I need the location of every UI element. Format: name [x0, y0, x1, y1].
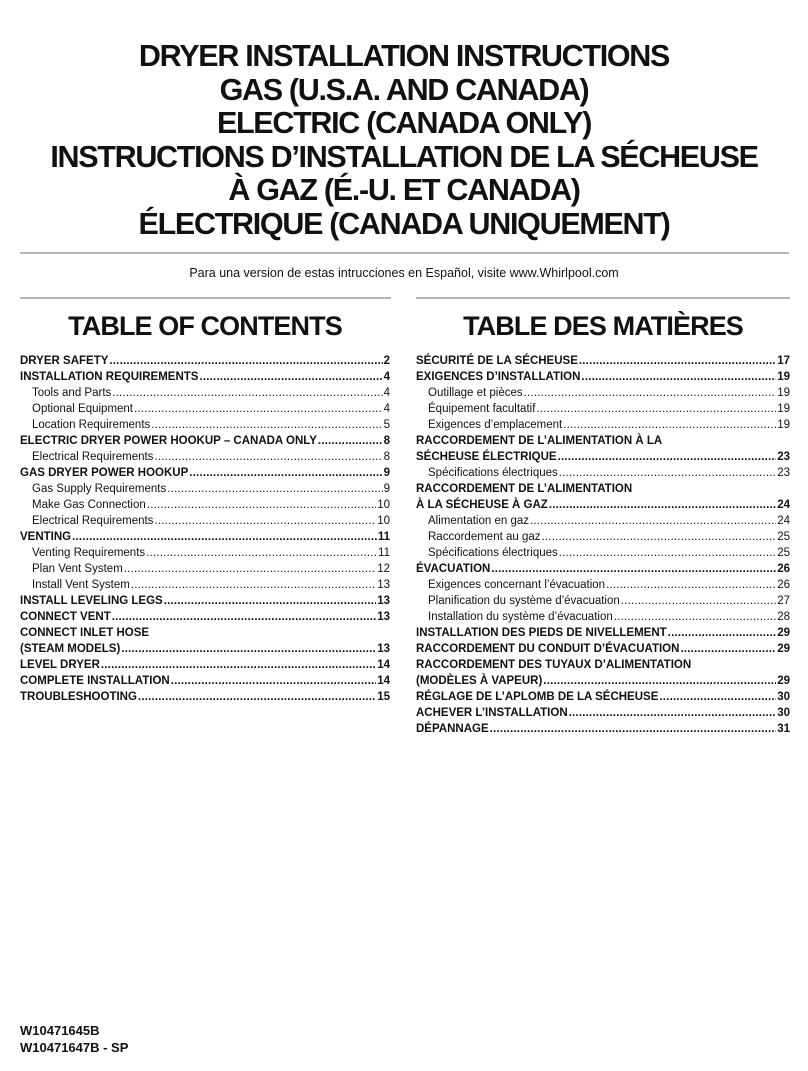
dot-leader: [167, 481, 382, 497]
toc-entry-label: Raccordement au gaz: [428, 531, 541, 543]
toc-french: [416, 309, 790, 737]
toc-entry-label: INSTALLATION DES PIEDS DE NIVELLEMENT: [416, 627, 667, 639]
toc-entry[interactable]: [416, 641, 790, 657]
toc-subentry[interactable]: [416, 545, 790, 561]
toc-subentry[interactable]: [416, 417, 790, 433]
toc-entry-page: 19: [777, 419, 790, 431]
toc-entry-label: Install Vent System: [32, 579, 130, 591]
title-line: À GAZ (É.-U. ET CANADA): [228, 173, 580, 207]
toc-entry[interactable]: [416, 369, 790, 385]
toc-entry-page: 19: [777, 403, 790, 415]
toc-entry-label: RÉGLAGE DE L’APLOMB DE LA SÉCHEUSE: [416, 691, 659, 703]
toc-entry-label: RACCORDEMENT DES TUYAUX D’ALIMENTATION: [416, 659, 692, 671]
toc-entry-label: DÉPANNAGE: [416, 723, 489, 735]
dot-leader: [109, 353, 382, 369]
dot-leader: [154, 513, 376, 529]
toc-english: [20, 309, 390, 705]
toc-en-heading: TABLE OF CONTENTS: [68, 311, 342, 341]
dot-leader: [171, 673, 377, 689]
toc-entry-label: CONNECT VENT: [20, 611, 111, 623]
toc-entry-label: Planification du système d’évacuation: [428, 595, 620, 607]
toc-entry-page: 23: [777, 451, 790, 463]
dot-leader: [530, 513, 776, 529]
part-numbers: [20, 1022, 128, 1056]
dot-leader: [559, 545, 776, 561]
dot-leader: [680, 641, 776, 657]
toc-entry-page: 8: [383, 435, 390, 447]
toc-entry[interactable]: [416, 689, 790, 705]
toc-entry-label: INSTALL LEVELING LEGS: [20, 595, 163, 607]
toc-subentry[interactable]: [20, 417, 390, 433]
toc-entry-label: Location Requirements: [32, 419, 151, 431]
dot-leader: [524, 385, 777, 401]
toc-entry-page: 4: [383, 371, 390, 383]
toc-entry-label: Équipement facultatif: [428, 403, 536, 415]
dot-leader: [621, 593, 776, 609]
toc-entry-page: 14: [377, 675, 390, 687]
toc-entry-label: RACCORDEMENT DU CONDUIT D’ÉVACUATION: [416, 643, 680, 655]
toc-entry-page: 2: [383, 355, 390, 367]
toc-subentry[interactable]: [416, 465, 790, 481]
toc-entry-page: 4: [383, 403, 390, 415]
toc-entry-label: Exigences d’emplacement: [428, 419, 563, 431]
toc-entry-page: 11: [377, 531, 390, 543]
dot-leader: [147, 497, 376, 513]
toc-entry-page: 31: [777, 723, 790, 735]
part-number: W10471645B: [20, 1023, 100, 1038]
dot-leader: [199, 369, 382, 385]
toc-entry-page: 13: [377, 643, 390, 655]
toc-entry[interactable]: [20, 625, 390, 657]
toc-entry-page: 25: [777, 547, 790, 559]
toc-entry-label: Electrical Requirements: [32, 451, 154, 463]
toc-entry[interactable]: [20, 529, 390, 545]
dot-leader: [558, 449, 777, 465]
toc-entry-label: ELECTRIC DRYER POWER HOOKUP – CANADA ONLY: [20, 435, 317, 447]
toc-en-divider: [20, 297, 391, 299]
toc-entry-label: SÉCURITÉ DE LA SÉCHEUSE: [416, 355, 578, 367]
toc-fr-heading: TABLE DES MATIÈRES: [463, 311, 743, 341]
toc-entry-label: Alimentation en gaz: [428, 515, 530, 527]
toc-entry-page: 11: [378, 547, 390, 559]
toc-entry-page: 9: [383, 483, 390, 495]
toc-entry-page: 29: [777, 675, 790, 687]
toc-entry-label-cont: À LA SÉCHEUSE À GAZ: [416, 499, 548, 511]
toc-entry-page: 8: [383, 451, 390, 463]
toc-entry-page: 13: [377, 595, 390, 607]
toc-entry-label: Exigences concernant l’évacuation: [428, 579, 606, 591]
dot-leader: [536, 401, 776, 417]
toc-entry-page: 30: [777, 691, 790, 703]
toc-subentry[interactable]: [416, 513, 790, 529]
dot-leader: [563, 417, 776, 433]
toc-entry-label: DRYER SAFETY: [20, 355, 109, 367]
toc-entry-page: 10: [377, 499, 390, 511]
dot-leader: [543, 673, 776, 689]
toc-entry[interactable]: [416, 721, 790, 737]
dot-leader: [134, 401, 383, 417]
toc-entry-page: 15: [377, 691, 390, 703]
toc-entry[interactable]: [416, 433, 790, 465]
toc-entry-label: EXIGENCES D’INSTALLATION: [416, 371, 581, 383]
toc-entry-label: Make Gas Connection: [32, 499, 146, 511]
toc-entry-label: CONNECT INLET HOSE: [20, 627, 150, 639]
dot-leader: [121, 641, 376, 657]
toc-entry-page: 25: [777, 531, 790, 543]
toc-entry-label: RACCORDEMENT DE L’ALIMENTATION: [416, 483, 633, 495]
dot-leader: [164, 593, 377, 609]
spanish-version-note: Para una version de estas intrucciones en Español, visite www.Whirlpool.com: [189, 266, 619, 280]
toc-subentry[interactable]: [20, 401, 390, 417]
dot-leader: [112, 609, 376, 625]
toc-subentry[interactable]: [20, 385, 390, 401]
toc-entry[interactable]: [20, 673, 390, 689]
title-divider: [20, 252, 789, 254]
toc-entry-page: 29: [777, 643, 790, 655]
toc-entry[interactable]: [20, 609, 390, 625]
toc-subentry[interactable]: [20, 481, 390, 497]
toc-entry[interactable]: [416, 353, 790, 369]
toc-entry-label-cont: (STEAM MODELS): [20, 643, 121, 655]
toc-entry-page: 10: [377, 515, 390, 527]
toc-entry-page: 12: [377, 563, 390, 575]
dot-leader: [614, 609, 776, 625]
toc-entry-page: 19: [777, 387, 790, 399]
dot-leader: [154, 449, 382, 465]
dot-leader: [112, 385, 382, 401]
toc-entry[interactable]: [20, 433, 390, 449]
toc-entry-page: 5: [383, 419, 390, 431]
toc-entry[interactable]: [20, 369, 390, 385]
dot-leader: [559, 465, 776, 481]
toc-entry-label: Venting Requirements: [32, 547, 146, 559]
toc-entry-label: Spécifications électriques: [428, 547, 558, 559]
toc-fr-divider: [416, 297, 790, 299]
dot-leader: [146, 545, 377, 561]
dot-leader: [606, 577, 776, 593]
toc-entry-label: RACCORDEMENT DE L’ALIMENTATION À LA: [416, 435, 663, 447]
dot-leader: [318, 433, 383, 449]
toc-entry-label: VENTING: [20, 531, 72, 543]
dot-leader: [491, 561, 776, 577]
dot-leader: [101, 657, 376, 673]
toc-entry-page: 28: [777, 611, 790, 623]
toc-subentry[interactable]: [20, 513, 390, 529]
dot-leader: [659, 689, 776, 705]
toc-entry-label: Installation du système d’évacuation: [428, 611, 613, 623]
toc-subentry[interactable]: [20, 561, 390, 577]
dot-leader: [189, 465, 382, 481]
toc-entry-label: Gas Supply Requirements: [32, 483, 167, 495]
toc-subentry[interactable]: [416, 593, 790, 609]
toc-entry[interactable]: [20, 465, 390, 481]
toc-entry-page: 29: [777, 627, 790, 639]
dot-leader: [138, 689, 376, 705]
toc-entry-label: Optional Equipment: [32, 403, 134, 415]
toc-entry-page: 23: [777, 467, 790, 479]
dot-leader: [569, 705, 777, 721]
toc-entry-page: 14: [377, 659, 390, 671]
toc-subentry[interactable]: [416, 385, 790, 401]
toc-entry[interactable]: [20, 593, 390, 609]
toc-entry-page: 13: [377, 579, 390, 591]
title-line: INSTRUCTIONS D’INSTALLATION DE LA SÉCHEUSE: [50, 139, 758, 174]
toc-entry[interactable]: [416, 657, 790, 689]
toc-entry[interactable]: [416, 705, 790, 721]
dot-leader: [542, 529, 777, 545]
toc-entry[interactable]: [20, 657, 390, 673]
dot-leader: [668, 625, 777, 641]
dot-leader: [581, 369, 776, 385]
toc-entry-label: Electrical Requirements: [32, 515, 154, 527]
dot-leader: [131, 577, 376, 593]
dot-leader: [490, 721, 777, 737]
toc-entry-page: 24: [777, 515, 790, 527]
toc-subentry[interactable]: [20, 497, 390, 513]
toc-entry-label: ÉVACUATION: [416, 563, 491, 575]
title-line: GAS (U.S.A. AND CANADA): [219, 72, 589, 107]
toc-subentry[interactable]: [416, 401, 790, 417]
toc-subentry[interactable]: [416, 529, 790, 545]
title-line: ÉLECTRIQUE (CANADA UNIQUEMENT): [138, 206, 670, 241]
part-number-sp: W10471647B - SP: [20, 1040, 129, 1055]
toc-entry-page: 26: [777, 563, 790, 575]
toc-entry-label: ACHEVER L’INSTALLATION: [416, 707, 568, 719]
toc-entry-page: 30: [777, 707, 790, 719]
toc-entry[interactable]: [20, 689, 390, 705]
toc-entry-label: Tools and Parts: [32, 387, 112, 399]
toc-entry-page: 17: [777, 355, 790, 367]
toc-entry-label-cont: (MODÈLES À VAPEUR): [416, 675, 543, 687]
toc-entry-page: 13: [377, 611, 390, 623]
dot-leader: [151, 417, 382, 433]
toc-entry[interactable]: [416, 481, 790, 513]
dot-leader: [72, 529, 377, 545]
toc-entry-label: COMPLETE INSTALLATION: [20, 675, 170, 687]
title-line: DRYER INSTALLATION INSTRUCTIONS: [138, 39, 670, 73]
toc-subentry[interactable]: [20, 577, 390, 593]
toc-entry-label: Outillage et pièces: [428, 387, 523, 399]
toc-entry-label: INSTALLATION REQUIREMENTS: [20, 371, 199, 383]
dot-leader: [549, 497, 776, 513]
toc-entry[interactable]: [20, 353, 390, 369]
dot-leader: [124, 561, 376, 577]
toc-entry[interactable]: [416, 561, 790, 577]
toc-entry-page: 9: [383, 467, 390, 479]
toc-entry-page: 24: [777, 499, 790, 511]
toc-entry-label: Plan Vent System: [32, 563, 123, 575]
toc-subentry[interactable]: [20, 449, 390, 465]
title-line: ELECTRIC (CANADA ONLY): [216, 106, 592, 140]
toc-entry-label: LEVEL DRYER: [20, 659, 100, 671]
toc-entry-label: TROUBLESHOOTING: [20, 691, 137, 703]
toc-entry[interactable]: [416, 625, 790, 641]
dot-leader: [579, 353, 776, 369]
toc-entry-page: 27: [777, 595, 790, 607]
toc-entry-page: 4: [383, 387, 390, 399]
toc-subentry[interactable]: [416, 577, 790, 593]
toc-subentry[interactable]: [20, 545, 390, 561]
document-title: [0, 40, 808, 241]
toc-entry-page: 19: [777, 371, 790, 383]
toc-entry-label: GAS DRYER POWER HOOKUP: [20, 467, 189, 479]
toc-entry-page: 26: [777, 579, 790, 591]
toc-entry-label: Spécifications électriques: [428, 467, 558, 479]
toc-subentry[interactable]: [416, 609, 790, 625]
toc-entry-label-cont: SÉCHEUSE ÉLECTRIQUE: [416, 451, 557, 463]
